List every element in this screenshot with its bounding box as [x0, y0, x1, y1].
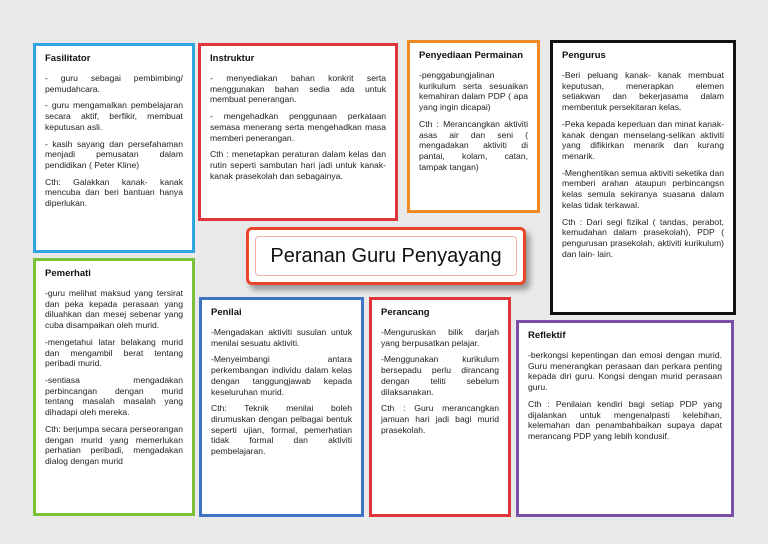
- pemerhati-point-2: -mengetahui latar belakang murid dan mengambil berat tentang peribadi murid.: [45, 336, 183, 369]
- perancang-example: Cth : Guru merancangkan jamuan hari jadi bagi murid prasekolah.: [381, 403, 499, 435]
- perancang-point-1: -Menguruskan bilik darjah yang berpusatkan pelajar.: [381, 326, 499, 348]
- fasilitator-box: [33, 43, 195, 253]
- pengurus-point-2: -Peka kepada keperluan dan minat kanak- kanak dengan menselang-selikan aktiviti yang difikirkan menarik dan kurang menarik.: [562, 118, 724, 162]
- pengurus-point-3: -Menghentikan semua aktiviti seketika dan memberi arahan ataupun perbincangsn kelas semula sekiranya suasana dalam kelas tidak terkawal.: [562, 167, 724, 210]
- reflektif-example: Cth : Penilaian kendiri bagi setiap PDP yang dijalankan untuk mengenalpasti kelebihan, kelemahan dan penambahbaikan supaya dapat merancang PDP yang lebih kondusif.: [528, 398, 722, 442]
- instruktur-example: Cth : menetapkan peraturan dalam kelas dan rutin seperti sambutan hari jadi untuk kanak- kanak prasekolah dan sebagainya.: [210, 149, 386, 181]
- permainan-example: Cth : Merancangkan aktiviti asas air dan seni ( mengadakan aktiviti di pantai, kolam, catan, tampak tangan): [419, 118, 528, 172]
- permainan-point-1: -penggabungjalinan kurikulum serta sesuaikan kemahiran dalam PDP ( apa yang ingin dicapai): [419, 69, 528, 113]
- instruktur-point-1: - menyediakan bahan konkrit serta menggunakan bahan sedia ada untuk membuat penerangan.: [210, 72, 386, 105]
- diagram-title-box: [246, 227, 526, 285]
- pemerhati-box: [33, 258, 195, 516]
- fasilitator-point-1: - guru sebagai pembimbing/ pemudahcara.: [45, 72, 183, 94]
- fasilitator-point-2: - guru mengamalkan pembelajaran secara aktif, berfikir, membuat keputusan asli.: [45, 100, 183, 132]
- penilai-point-2: -Menyeimbangi antara perkembangan individu dalam kelas dengan tanggungjawab kepada keseluruhan murid.: [211, 354, 352, 397]
- penilai-heading: Penilai: [211, 307, 242, 318]
- diagram-title: Peranan Guru Penyayang: [270, 244, 502, 267]
- pemerhati-point-1: -guru melihat maksud yang tersirat dan peka kepada perasaan yang diluahkan dan mesej sebenar yang cuba disampaikan oleh murid.: [45, 287, 183, 331]
- reflektif-box: [516, 320, 734, 517]
- permainan-heading: Penyediaan Permainan: [419, 50, 524, 61]
- perancang-point-2: -Menggunakan kurikulum bersepadu perlu dirancang dengan teliti sebelum dilaksanakan.: [381, 354, 499, 397]
- reflektif-heading: Reflektif: [528, 330, 566, 341]
- pemerhati-point-3: -sentiasa mengadakan perbincangan dengan murid tentang masalah masalah yang dihadapi oleh mereka.: [45, 375, 183, 418]
- pengurus-example: Cth : Dari segi fizikal ( tandas, perabot, kemudahan dalam prasekolah), PDP ( pengurusan prasekolah, aktiviti kurikulum) dan lain- lain.: [562, 216, 724, 259]
- instruktur-box: [198, 43, 398, 221]
- pengurus-box: [550, 40, 736, 315]
- permainan-box: [407, 40, 540, 213]
- pengurus-point-1: -Beri peluang kanak- kanak membuat keputusan, menerapkan elemen setiakwan dan bekerjasama dalam membentuk persekitaran kelas.: [562, 69, 724, 113]
- reflektif-point-1: -berkongsi kepentingan dan emosi dengan murid. Guru menerangkan perasaan dan perkara penting kepada diri guru. Kongsi dengan murid perasaan guru.: [528, 349, 722, 393]
- pemerhati-heading: Pemerhati: [45, 268, 91, 279]
- fasilitator-example: Cth: Galakkan kanak- kanak mencuba dan beri bantuan hanya diperlukan.: [45, 176, 183, 209]
- instruktur-point-2: - mengehadkan penggunaan perkataan semasa menerang serta mengehadkan masa memberi penerangan.: [210, 111, 386, 143]
- fasilitator-heading: Fasilitator: [45, 53, 91, 64]
- penilai-example: Cth: Teknik menilai boleh dirumuskan dengan pelbagai bentuk seperti ujian, formal, pemerhatian tidak formal dan aktiviti pembelajaran.: [211, 403, 352, 457]
- pemerhati-example: Cth: berjumpa secara perseorangan dengan murid yang memerlukan perhatian peribadi, mengadakan dialog dengan murid: [45, 423, 183, 467]
- fasilitator-point-3: - kasih sayang dan persefahaman menjadi pemusatan dalam pendidikan ( Peter Kline): [45, 138, 183, 171]
- instruktur-heading: Instruktur: [210, 53, 255, 64]
- penilai-point-1: -Mengadakan aktiviti susulan untuk menilai sesuatu aktiviti.: [211, 326, 352, 348]
- pengurus-heading: Pengurus: [562, 50, 606, 61]
- penilai-box: [199, 297, 364, 517]
- perancang-box: [369, 297, 511, 517]
- perancang-heading: Perancang: [381, 307, 430, 318]
